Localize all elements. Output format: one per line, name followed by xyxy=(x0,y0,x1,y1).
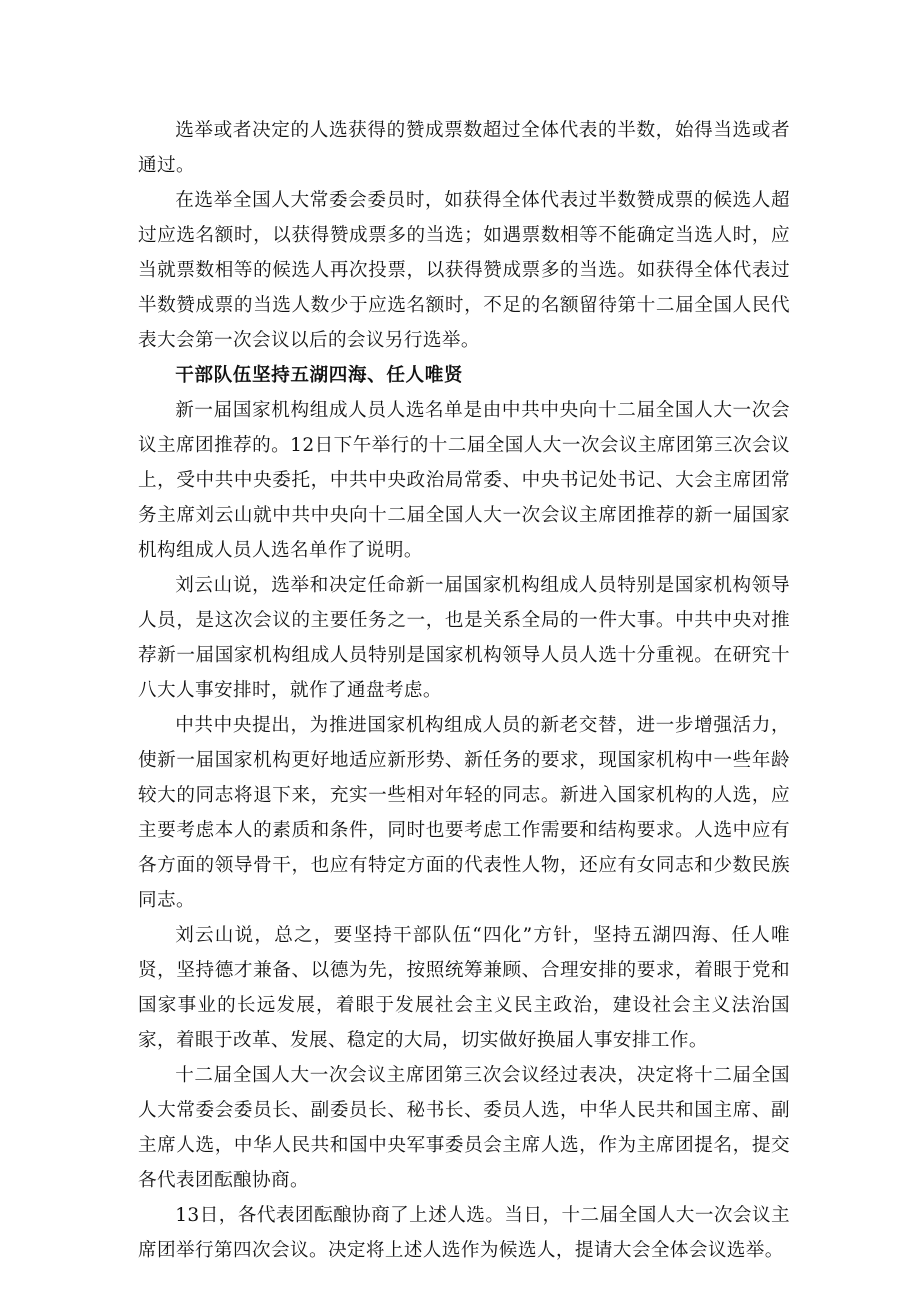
paragraph: 十二届全国人大一次会议主席团第三次会议经过表决，决定将十二届全国人大常委会委员长、副委员长、秘书长、委员人选，中华人民共和国主席、副主席人选，中华人民共和国中央军事委员会主席人选，作为主席团提名，提交各代表团酝酿协商。 xyxy=(138,1065,790,1191)
paragraph: 刘云山说，总之，要坚持干部队伍“四化”方针，坚持五湖四海、任人唯贤，坚持德才兼备、以德为先，按照统筹兼顾、合理安排的要求，着眼于党和国家事业的长远发展，着眼于发展社会主义民主政治，建设社会主义法治国家，着眼于改革、发展、稳定的大局，切实做好换届人事安排工作。 xyxy=(138,925,790,1051)
section-heading: 干部队伍坚持五湖四海、任人唯贤 xyxy=(175,365,464,386)
paragraph: 在选举全国人大常委会委员时，如获得全体代表过半数赞成票的候选人超过应选名额时，以获得赞成票多的当选；如遇票数相等不能确定当选人时，应当就票数相等的候选人再次投票，以获得赞成票多的当选。如获得全体代表过半数赞成票的当选人数少于应选名额时，不足的名额留待第十二届全国人民代表大会第一次会议以后的会议另行选举。 xyxy=(138,190,790,351)
paragraph: 中共中央提出，为推进国家机构组成人员的新老交替，进一步增强活力，使新一届国家机构更好地适应新形势、新任务的要求，现国家机构中一些年龄较大的同志将退下来，充实一些相对年轻的同志。新进入国家机构的人选，应主要考虑本人的素质和条件，同时也要考虑工作需要和结构要求。人选中应有各方面的领导骨干，也应有特定方面的代表性人物，还应有女同志和少数民族同志。 xyxy=(138,715,790,911)
paragraph: 新一届国家机构组成人员人选名单是由中共中央向十二届全国人大一次会议主席团推荐的。12日下午举行的十二届全国人大一次会议主席团第三次会议上，受中共中央委托，中共中央政治局常委、中央书记处书记、大会主席团常务主席刘云山就中共中央向十二届全国人大一次会议主席团推荐的新一届国家机构组成人员人选名单作了说明。 xyxy=(138,400,790,561)
paragraph: 选举或者决定的人选获得的赞成票数超过全体代表的半数，始得当选或者通过。 xyxy=(138,120,790,176)
paragraph: 刘云山说，选举和决定任命新一届国家机构组成人员特别是国家机构领导人员，是这次会议的主要任务之一，也是关系全局的一件大事。中共中央对推荐新一届国家机构组成人员特别是国家机构领导人员人选十分重视。在研究十八大人事安排时，就作了通盘考虑。 xyxy=(138,575,790,701)
document-page xyxy=(138,113,790,1268)
paragraph: 13日，各代表团酝酿协商了上述人选。当日，十二届全国人大一次会议主席团举行第四次会议。决定将上述人选作为候选人，提请大会全体会议选举。 xyxy=(138,1205,790,1261)
